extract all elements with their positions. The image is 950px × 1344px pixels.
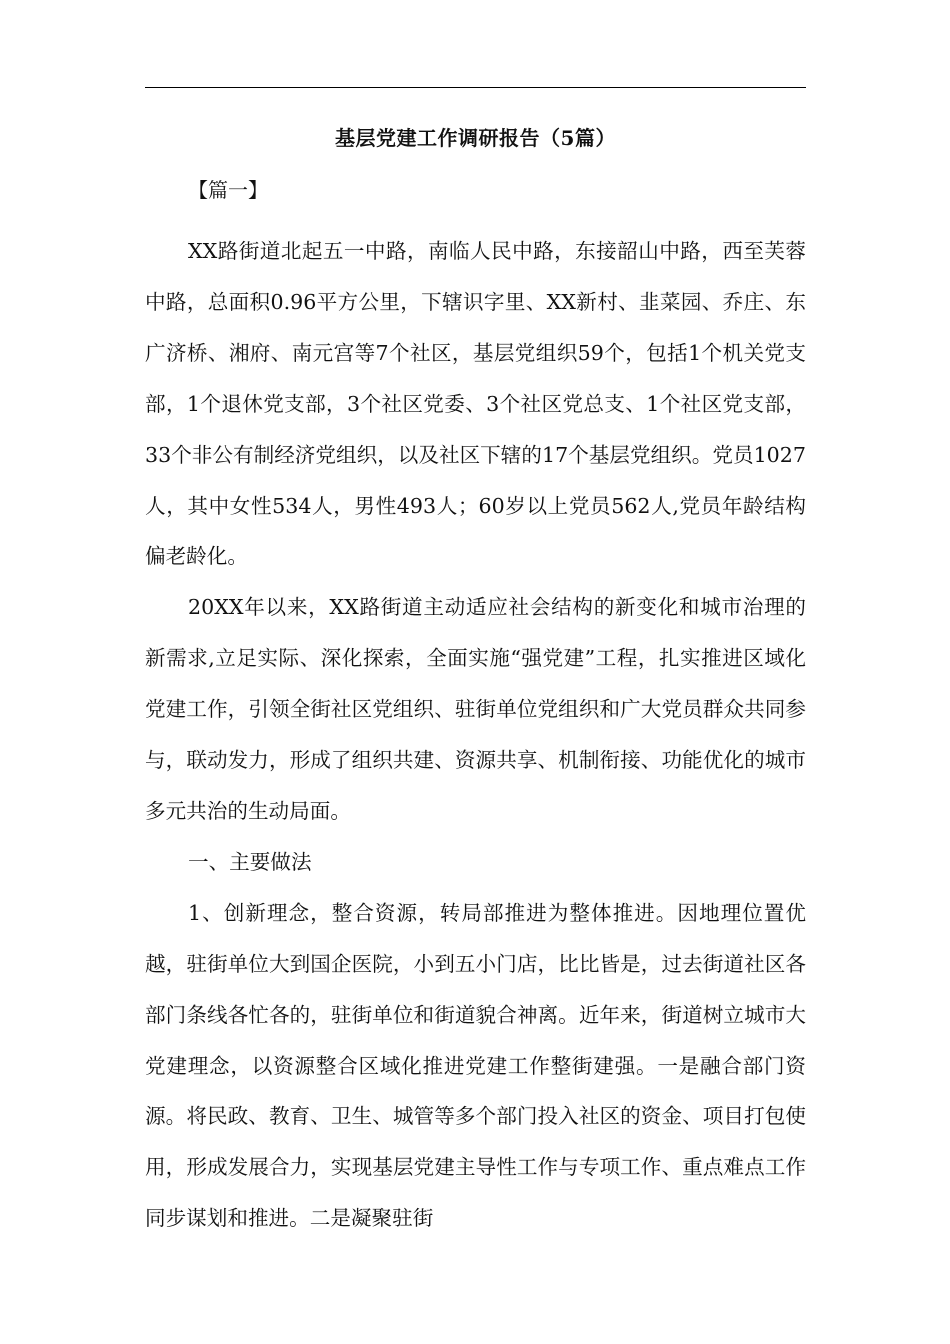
section-heading-main-practices: 一、主要做法 xyxy=(188,849,312,874)
paragraph-overview: XX路街道北起五一中路，南临人民中路，东接韶山中路，西至芙蓉中路，总面积0.96平方公里，下辖识字里、XX新村、韭菜园、乔庄、东广济桥、湘府、南元宫等7个社区，基层党组织59个，包括1个机关党支部，1个退休党支部，3个社区党委、3个社区党总支、1个社区党支部，33个非公有制经济党组织，以及社区下辖的17个基层党组织。党员1027人，其中女性534人，男性493人；60岁以上党员562人,党员年龄结构偏老龄化。 xyxy=(145,239,806,569)
document-body xyxy=(145,226,806,1244)
document-title: 基层党建工作调研报告（5篇） xyxy=(335,126,616,150)
paragraph-background: 20XX年以来，XX路街道主动适应社会结构的新变化和城市治理的新需求,立足实际、深化探索，全面实施“强党建”工程，扎实推进区域化党建工作，引领全街社区党组织、驻街单位党组织和广大党员群众共同参与，联动发力，形成了组织共建、资源共享、机制衔接、功能优化的城市多元共治的生动局面。 xyxy=(145,595,806,823)
section-label: 【篇一】 xyxy=(188,178,268,202)
header-rule xyxy=(145,87,806,88)
paragraph-practice-one: 1、创新理念，整合资源，转局部推进为整体推进。因地理位置优越，驻街单位大到国企医院，小到五小门店，比比皆是，过去街道社区各部门条线各忙各的，驻街单位和街道貌合神离。近年来，街道树立城市大党建理念，以资源整合区域化推进党建工作整街建强。一是融合部门资源。将民政、教育、卫生、城管等多个部门投入社区的资金、项目打包使用，形成发展合力，实现基层党建主导性工作与专项工作、重点难点工作同步谋划和推进。二是凝聚驻街 xyxy=(145,900,806,1231)
